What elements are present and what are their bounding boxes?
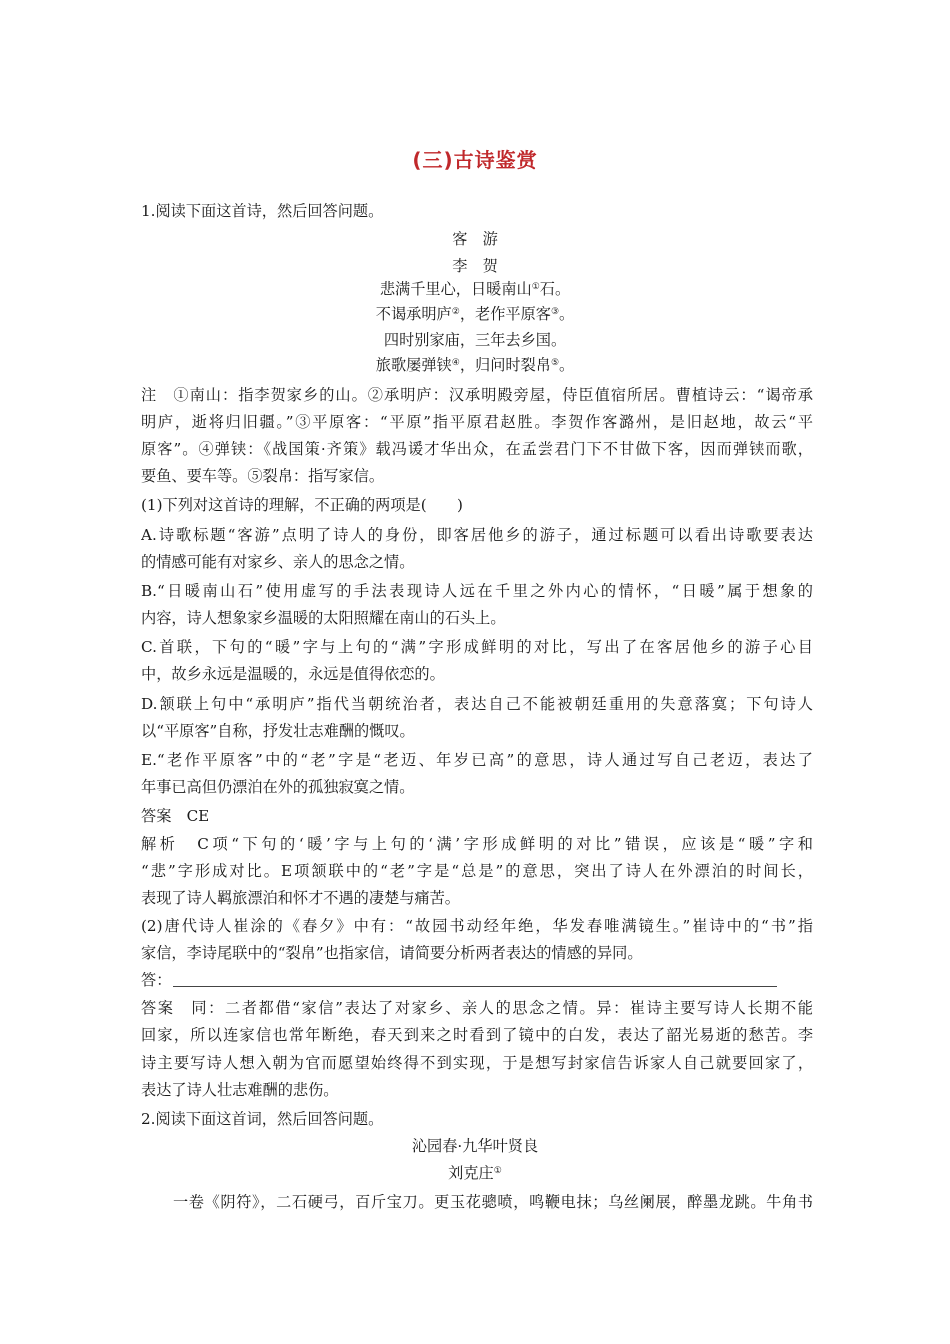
option-c-cont: 中，故乡永远是温暖的，永远是值得依恋的。 — [141, 665, 445, 683]
poem-notes-line: 原客”。④弹铗：《战国策·齐策》载冯谖才华出众，在孟尝君门下不甘做下客，因而弹铗而歌， — [141, 440, 813, 458]
poem-verse: 旅歌屡弹铗④，归问时裂帛⑤。 — [375, 356, 575, 374]
poem-title: 客 游 — [452, 230, 498, 248]
answer-2-line: 表达了诗人壮志难酬的悲伤。 — [141, 1081, 339, 1099]
answer-2-line: 答案 同：二者都借“家信”表达了对家乡、亲人的思念之情。异：崔诗主要写诗人长期不能 — [141, 999, 813, 1017]
footnote-marker: ④ — [451, 358, 460, 368]
analysis-line: “悲”字形成对比。E项颔联中的“老”字是“总是”的意思，突出了诗人在外漂泊的时间长， — [141, 862, 813, 880]
analysis-line: 解析 C项“下句的‘暖’字与上句的‘满’字形成鲜明的对比”错误，应该是“暖”字和 — [141, 835, 813, 853]
page-title: (三)古诗鉴赏 — [412, 148, 538, 172]
answer-label: 答： — [141, 971, 172, 989]
option-d-cont: 以“平原客”自称，抒发壮志难酬的慨叹。 — [141, 722, 415, 740]
poem-verse: 悲满千里心，日暖南山①石。 — [379, 280, 571, 298]
footnote-marker: ① — [493, 1166, 502, 1176]
analysis-line: 表现了诗人羁旅漂泊和怀才不遇的凄楚与痛苦。 — [141, 889, 460, 907]
ci-first-line: 一卷《阴符》，二石硬弓，百斤宝刀。更玉花骢喷，鸣鞭电抹；乌丝阑展，醉墨龙跳。牛角书 — [173, 1193, 813, 1211]
ci-title: 沁园春·九华叶贤良 — [411, 1137, 539, 1155]
footnote-marker: ⑤ — [550, 358, 560, 368]
option-b-cont: 内容，诗人想象家乡温暖的太阳照耀在南山的石头上。 — [141, 609, 506, 627]
option-b: B.“日暖南山石”使用虚写的手法表现诗人远在千里之外内心的情怀，“日暖”属于想象的 — [141, 582, 813, 600]
question-2-intro: 2.阅读下面这首词，然后回答问题。 — [141, 1110, 384, 1128]
footnote-marker: ③ — [550, 307, 560, 317]
question-1-intro: 1.阅读下面这首诗，然后回答问题。 — [141, 202, 384, 220]
footnote-marker: ① — [531, 282, 540, 292]
answer-2-line: 诗主要写诗人想入朝为官而愿望始终得不到实现，于是想写封家信告诉家人自己就要回家了， — [141, 1054, 813, 1072]
option-e: E.“老作平原客”中的“老”字是“老迈、年岁已高”的意思，诗人通过写自己老迈，表达了 — [141, 751, 813, 769]
option-a: A.诗歌标题“客游”点明了诗人的身份，即客居他乡的游子，通过标题可以看出诗歌要表达 — [141, 526, 813, 544]
option-c: C.首联，下句的“暖”字与上句的“满”字形成鲜明的对比，写出了在客居他乡的游子心目 — [141, 638, 813, 656]
option-a-cont: 的情感可能有对家乡、亲人的思念之情。 — [141, 553, 415, 571]
poem-notes-line: 注 ①南山：指李贺家乡的山。②承明庐：汉承明殿旁屋，侍臣值宿所居。曹植诗云：“谒帝承 — [141, 386, 813, 404]
option-d: D.颔联上句中“承明庐”指代当朝统治者，表达自己不能被朝廷重用的失意落寞；下句诗人 — [141, 695, 813, 713]
answer-1: 答案 CE — [141, 807, 210, 825]
answer-blank-row — [141, 970, 813, 990]
poem-author: 李 贺 — [452, 257, 498, 275]
poem-verse: 四时别家庙，三年去乡国。 — [383, 331, 567, 349]
poem-notes-line: 明庐，逝将归旧疆。”③平原客：“平原”指平原君赵胜。李贺作客潞州，是旧赵地，故云“平 — [141, 413, 813, 431]
sub-question-1: (1)下列对这首诗的理解，不正确的两项是( ) — [141, 496, 463, 514]
poem-notes-line: 要鱼、要车等。⑤裂帛：指写家信。 — [141, 467, 384, 485]
footnote-marker: ② — [451, 307, 460, 317]
ci-author: 刘克庄① — [448, 1164, 502, 1182]
answer-2-line: 回家，所以连家信也常年断绝，春天到来之时看到了镜中的白发，表达了韶光易逝的愁苦。李 — [141, 1026, 813, 1044]
poem-verse: 不谒承明庐②，老作平原客③。 — [375, 305, 575, 323]
sub-question-2-cont: 家信，李诗尾联中的“裂帛”也指家信，请简要分析两者表达的情感的异同。 — [141, 944, 643, 962]
option-e-cont: 年事已高但仍漂泊在外的孤独寂寞之情。 — [141, 778, 415, 796]
answer-blank-line — [173, 972, 777, 987]
sub-question-2: (2)唐代诗人崔涂的《春夕》中有：“故园书动经年绝，华发春唯满镜生。”崔诗中的“书”指 — [141, 917, 813, 935]
